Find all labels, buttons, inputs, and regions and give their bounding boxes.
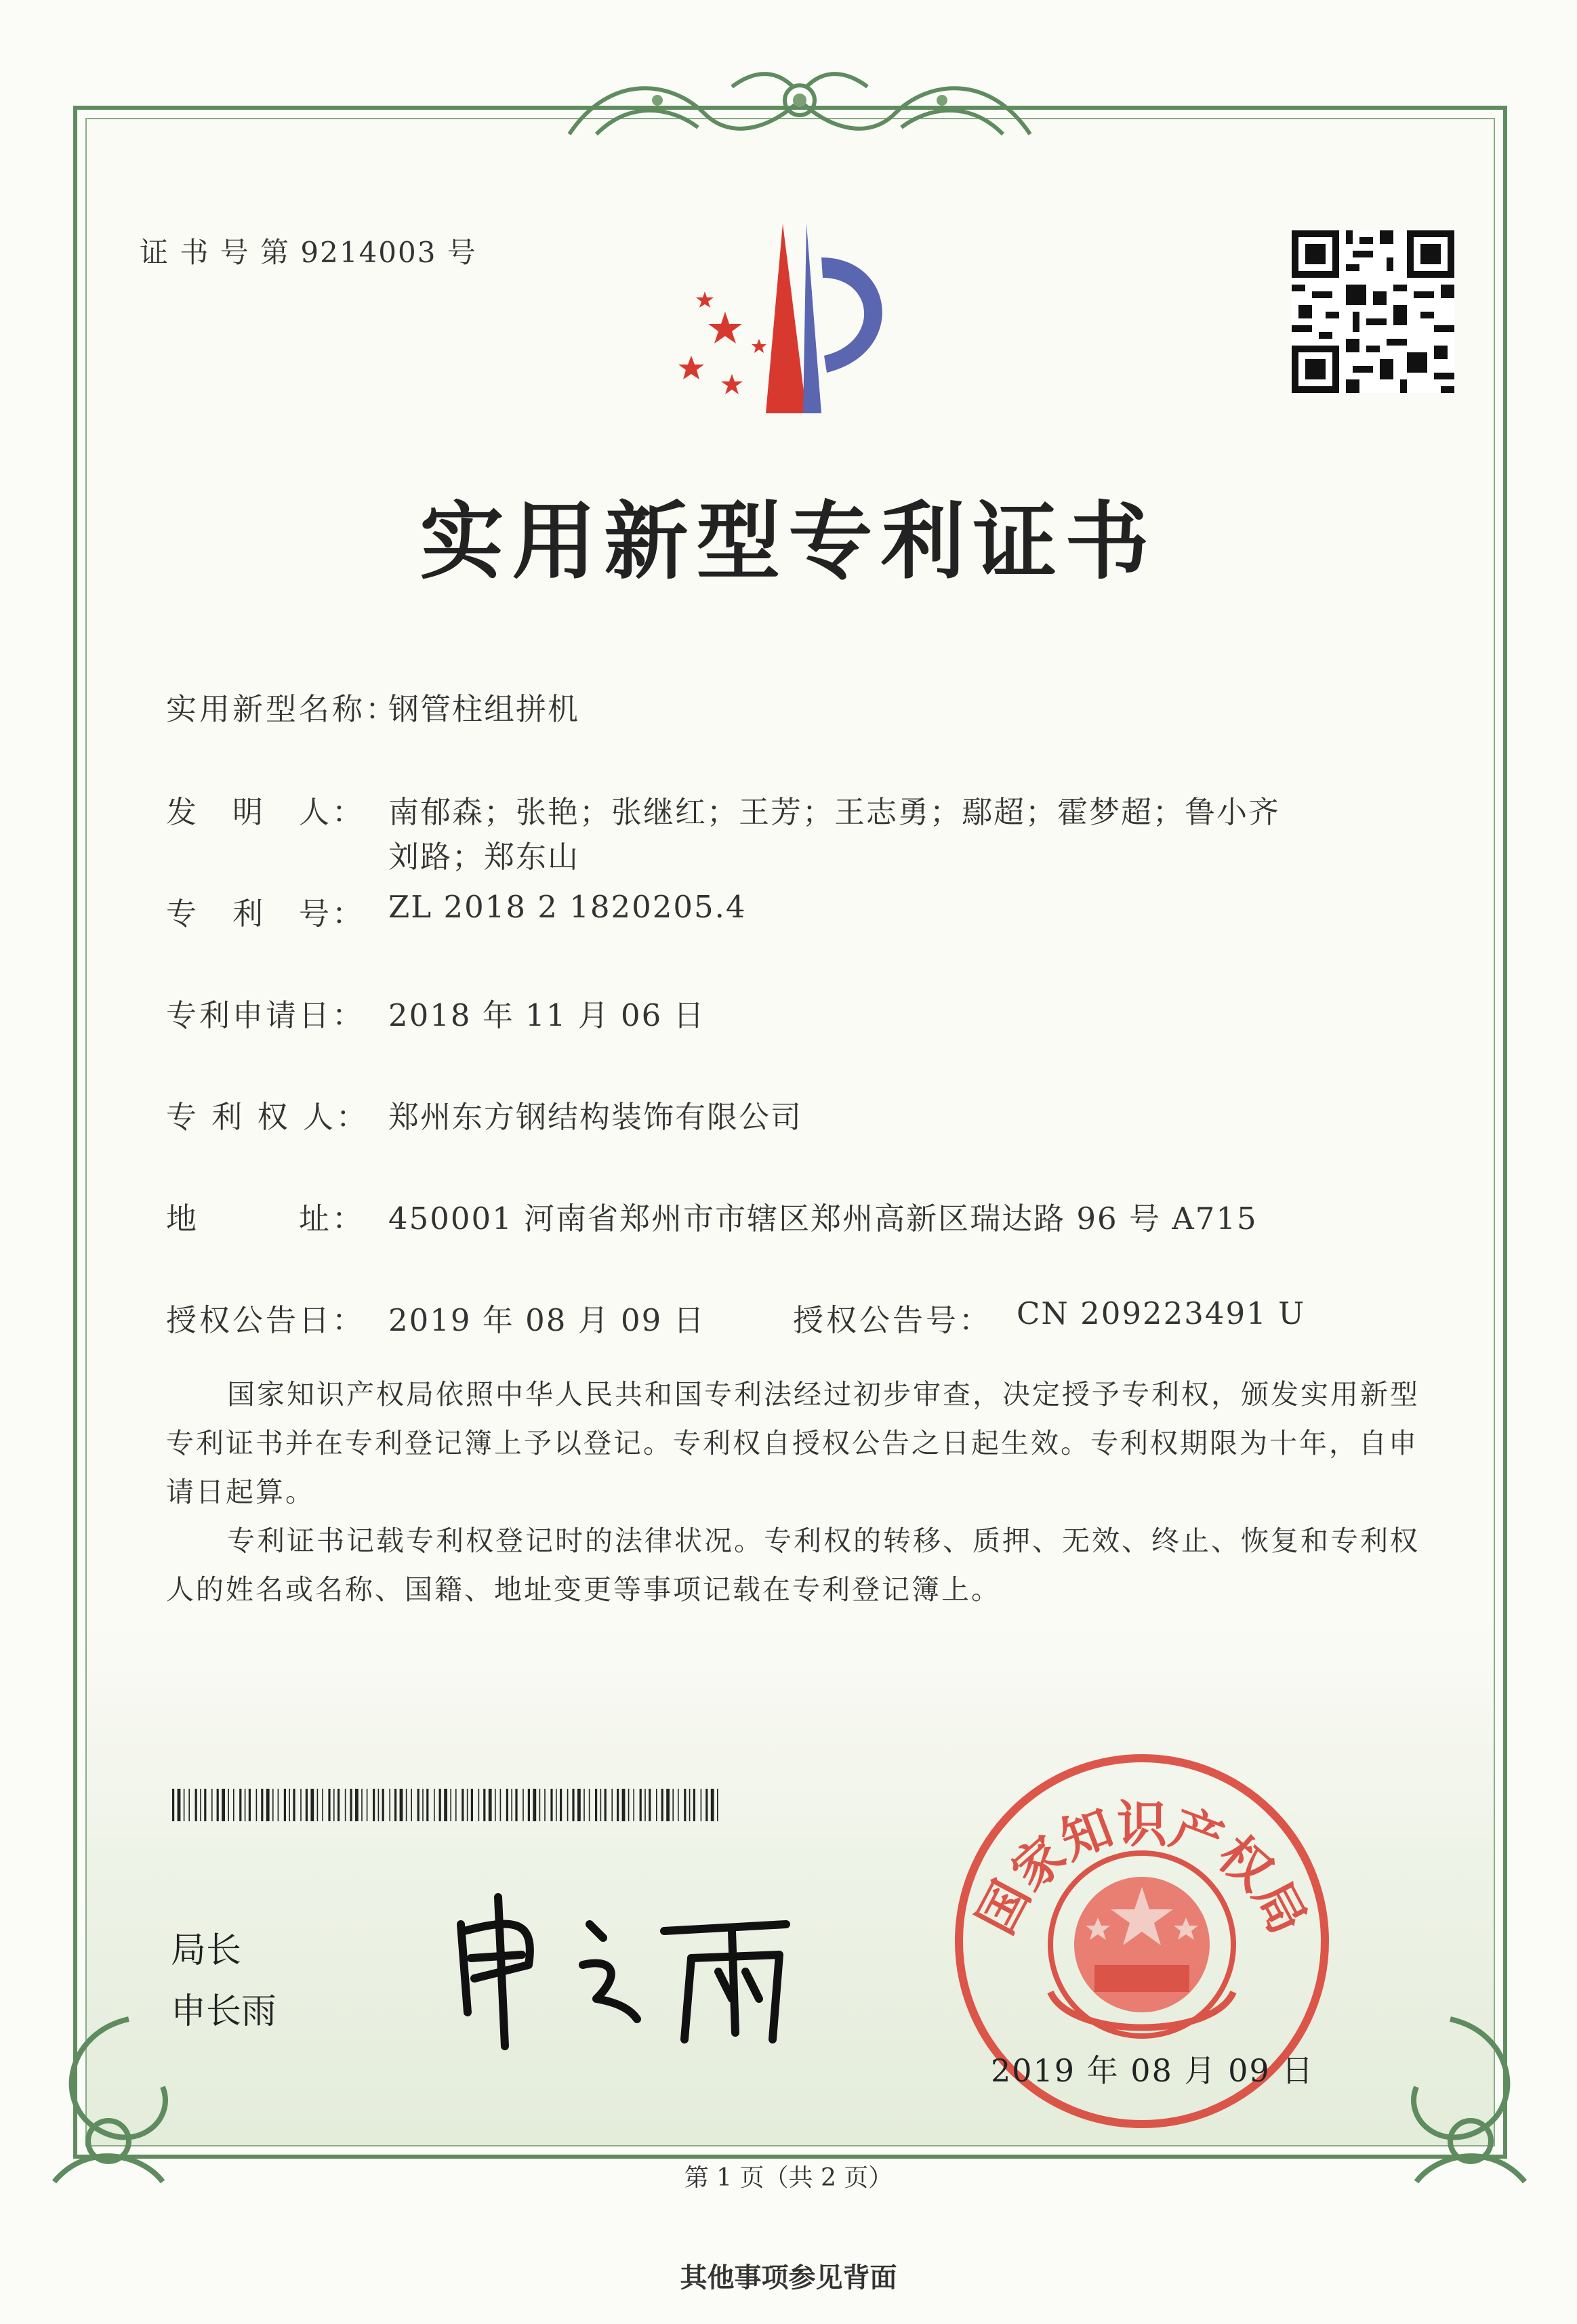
grant-statement-paragraph: 国家知识产权局依照中华人民共和国专利法经过初步审查，决定授予专利权，颁发实用新型专利证书并在专利登记簿上予以登记。专利权自授权公告之日起生效。专利权期限为十年，自申请日起算。 (166, 1378, 1420, 1508)
grant-date-label: 授权公告日： (166, 1302, 366, 1338)
address-value: 450001 河南省郑州市市辖区郑州高新区瑞达路 96 号 A715 (388, 1201, 1258, 1237)
legal-status-paragraph: 专利证书记载专利权登记时的法律状况。专利权的转移、质押、无效、终止、恢复和专利权人的姓名或名称、国籍、地址变更等事项记载在专利登记簿上。 (166, 1524, 1420, 1606)
filing-date-value: 2018 年 11 月 06 日 (388, 997, 705, 1033)
patent-office-logo (664, 217, 935, 440)
certificate-number: 证 书 号 第 9214003 号 (140, 236, 477, 269)
grant-number-label: 授权公告号： (793, 1302, 993, 1338)
director-title: 局长 (171, 1930, 242, 1971)
patent-number-value: ZL 2018 2 1820205.4 (388, 889, 747, 925)
grant-date-value: 2019 年 08 月 09 日 (388, 1302, 705, 1338)
top-scroll-ornament (556, 60, 1044, 161)
inventor-value-line1: 南郁森；张艳；张继红；王芳；王志勇；鄢超；霍梦超；鲁小齐 (388, 794, 1281, 830)
patent-number-label: 专 利 号： (166, 896, 366, 932)
filing-date-label: 专利申请日： (166, 997, 366, 1033)
address-label: 地 址： (166, 1201, 366, 1237)
grant-number-value: CN 209223491 U (1017, 1295, 1306, 1331)
inventor-label: 发 明 人： (166, 794, 366, 830)
seal-text: 国家知识产权局 (966, 1796, 1317, 1944)
barcode (172, 1789, 721, 1821)
seal-date: 2019 年 08 月 09 日 (991, 2052, 1315, 2089)
patentee-value: 郑州东方钢结构装饰有限公司 (388, 1099, 803, 1135)
handwritten-signature (434, 1884, 813, 2060)
patentee-label: 专 利 权 人： (166, 1099, 369, 1135)
director-name: 申长雨 (171, 1991, 277, 2032)
qr-code (1292, 230, 1454, 393)
page-indicator: 第 1 页（共 2 页） (684, 2164, 893, 2192)
certificate-title: 实用新型专利证书 (419, 493, 1158, 591)
see-reverse-note: 其他事项参见背面 (680, 2262, 897, 2294)
inventor-value-line2: 刘路；郑东山 (388, 839, 580, 875)
utility-model-name-label: 实用新型名称： (166, 691, 399, 727)
utility-model-name-value: 钢管柱组拼机 (388, 691, 580, 727)
